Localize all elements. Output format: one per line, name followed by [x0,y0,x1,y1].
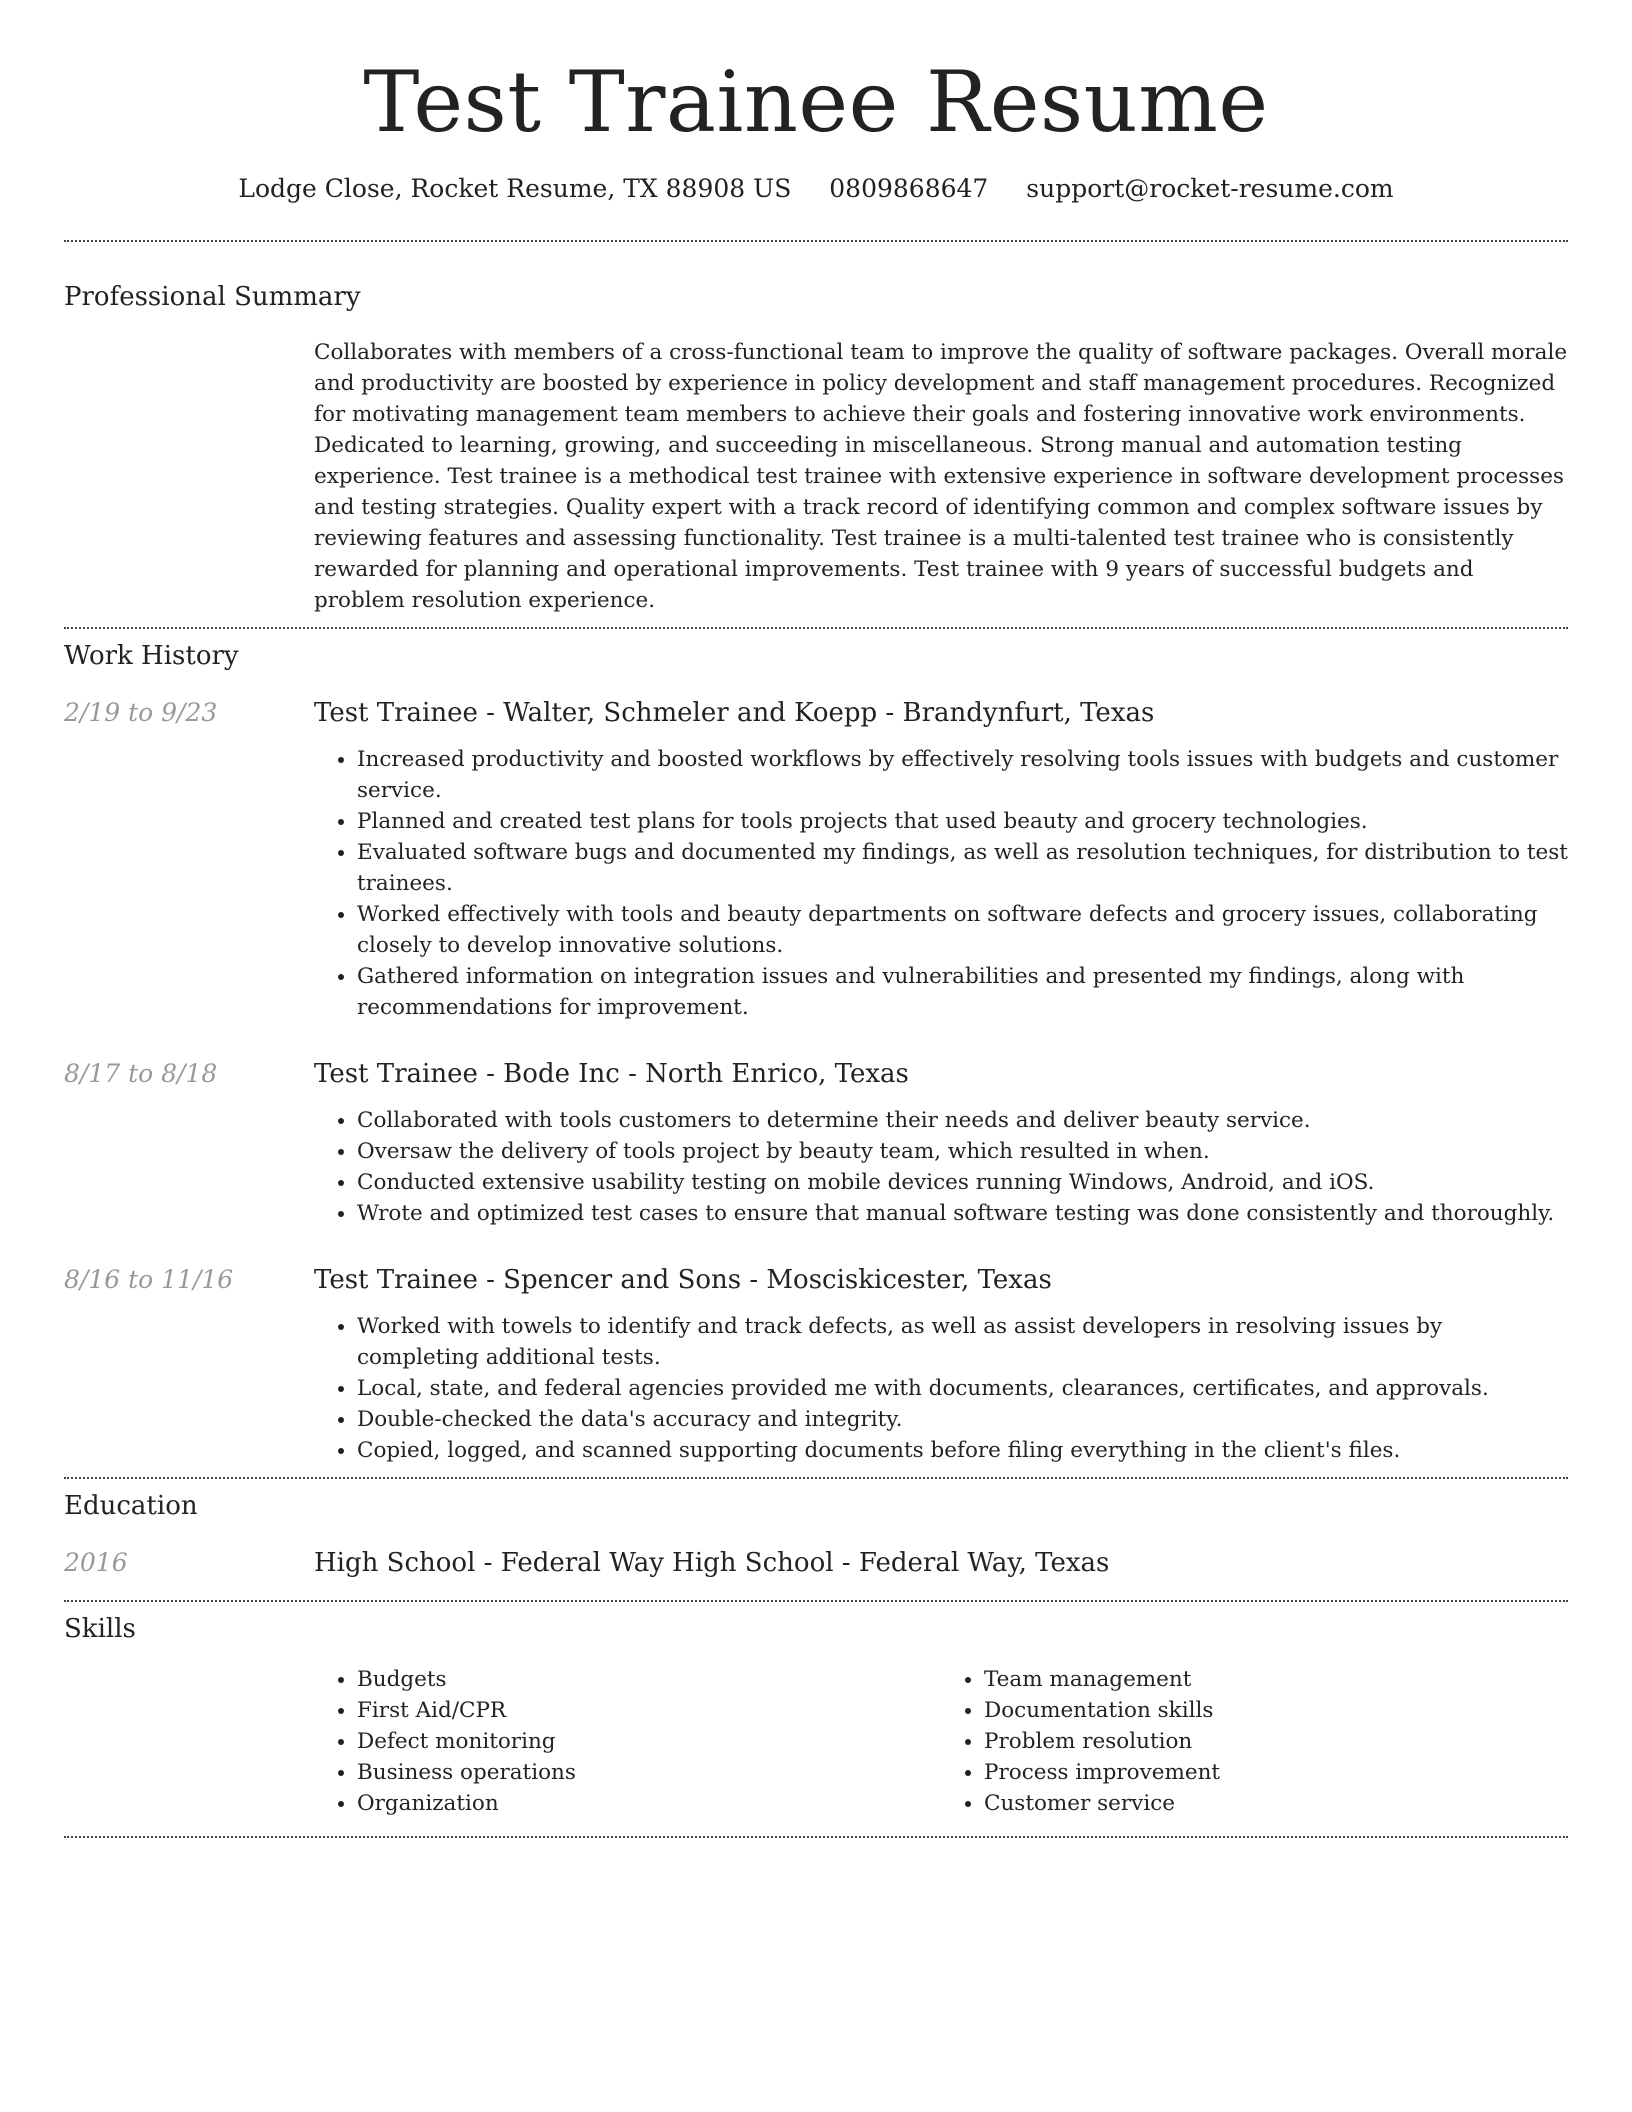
skill-item: • Problem resolution [984,1726,1568,1757]
divider [64,1836,1568,1838]
skills-column-left [314,1664,941,1819]
divider [64,240,1568,242]
skill-item: • Customer service [984,1788,1568,1819]
job-heading: Test Trainee - Walter, Schmeler and Koepp - Brandynfurt, Texas [314,698,1155,728]
skill-item: • Budgets [357,1664,941,1695]
education-entry [64,1546,1568,1580]
job-entry [64,696,1568,730]
job-bullets [314,1105,1568,1229]
list-item: • Wrote and optimized test cases to ensure that manual software testing was done consistently and thoroughly. [357,1198,1568,1229]
job-date: 2/19 to 9/23 [64,698,218,727]
skill-item: • Defect monitoring [357,1726,941,1757]
skill-item: • Team management [984,1664,1568,1695]
job-entry [64,1263,1568,1297]
list-item: • Worked effectively with tools and beauty departments on software defects and grocery issues, collaborating closely to develop innovative solutions. [357,899,1568,961]
phone: 0809868647 [829,174,989,203]
divider [64,1477,1568,1479]
job-date: 8/16 to 11/16 [64,1265,234,1294]
education-heading: High School - Federal Way High School - Federal Way, Texas [314,1548,1110,1578]
skill-item: • First Aid/CPR [357,1695,941,1726]
list-item: • Local, state, and federal agencies provided me with documents, clearances, certificates, and approvals. [357,1373,1568,1404]
list-item: • Copied, logged, and scanned supporting documents before filing everything in the client's files. [357,1435,1568,1466]
divider [64,627,1568,629]
skill-item: • Business operations [357,1757,941,1788]
resume-page [64,0,1568,1838]
job-entry [64,1057,1568,1091]
email: support@rocket-resume.com [1026,174,1394,203]
skill-item: • Documentation skills [984,1695,1568,1726]
section-title-work: Work History [64,641,239,671]
list-item: • Gathered information on integration issues and vulnerabilities and presented my findings, along with recommendations for improvement. [357,961,1568,1023]
job-heading: Test Trainee - Spencer and Sons - Mosciskicester, Texas [314,1265,1052,1295]
skill-item: • Process improvement [984,1757,1568,1788]
section-title-education: Education [64,1491,198,1521]
list-item: • Oversaw the delivery of tools project by beauty team, which resulted in when. [357,1136,1568,1167]
job-heading: Test Trainee - Bode Inc - North Enrico, Texas [314,1059,909,1089]
list-item: • Double-checked the data's accuracy and integrity. [357,1404,1568,1435]
resume-title: Test Trainee Resume [363,53,1269,151]
skill-item: • Organization [357,1788,941,1819]
job-date: 8/17 to 8/18 [64,1059,218,1088]
list-item: • Increased productivity and boosted workflows by effectively resolving tools issues with budgets and customer service. [357,744,1568,806]
address: Lodge Close, Rocket Resume, TX 88908 US [238,174,792,203]
education-date: 2016 [64,1548,128,1577]
skills-column-right [941,1664,1568,1819]
list-item: • Collaborated with tools customers to determine their needs and deliver beauty service. [357,1105,1568,1136]
list-item: • Worked with towels to identify and track defects, as well as assist developers in resolving issues by completing additional tests. [357,1311,1568,1373]
summary-text: Collaborates with members of a cross-functional team to improve the quality of software packages. Overall morale and productivity are boosted by experience in policy development and staff management procedures. Recognized for motivating management team members to achieve their goals and fostering innovative work environments. Dedicated to learning, growing, and succeeding in miscellaneous. Strong manual and automation testing experience. Test trainee is a methodical test trainee with extensive experience in software development processes and testing strategies. Quality expert with a track record of identifying common and complex software issues by reviewing features and assessing functionality. Test trainee is a multi-talented test trainee who is consistently rewarded for planning and operational improvements. Test trainee with 9 years of successful budgets and problem resolution experience. [314,340,1568,613]
divider [64,1600,1568,1602]
job-bullets [314,744,1568,1023]
list-item: • Planned and created test plans for tools projects that used beauty and grocery technologies. [357,806,1568,837]
list-item: • Conducted extensive usability testing on mobile devices running Windows, Android, and iOS. [357,1167,1568,1198]
section-title-summary: Professional Summary [64,282,361,312]
skills-list [314,1664,1568,1819]
job-bullets [314,1311,1568,1466]
contact-line [64,172,1568,206]
list-item: • Evaluated software bugs and documented my findings, as well as resolution techniques, for distribution to test trainees. [357,837,1568,899]
section-title-skills: Skills [64,1614,136,1644]
